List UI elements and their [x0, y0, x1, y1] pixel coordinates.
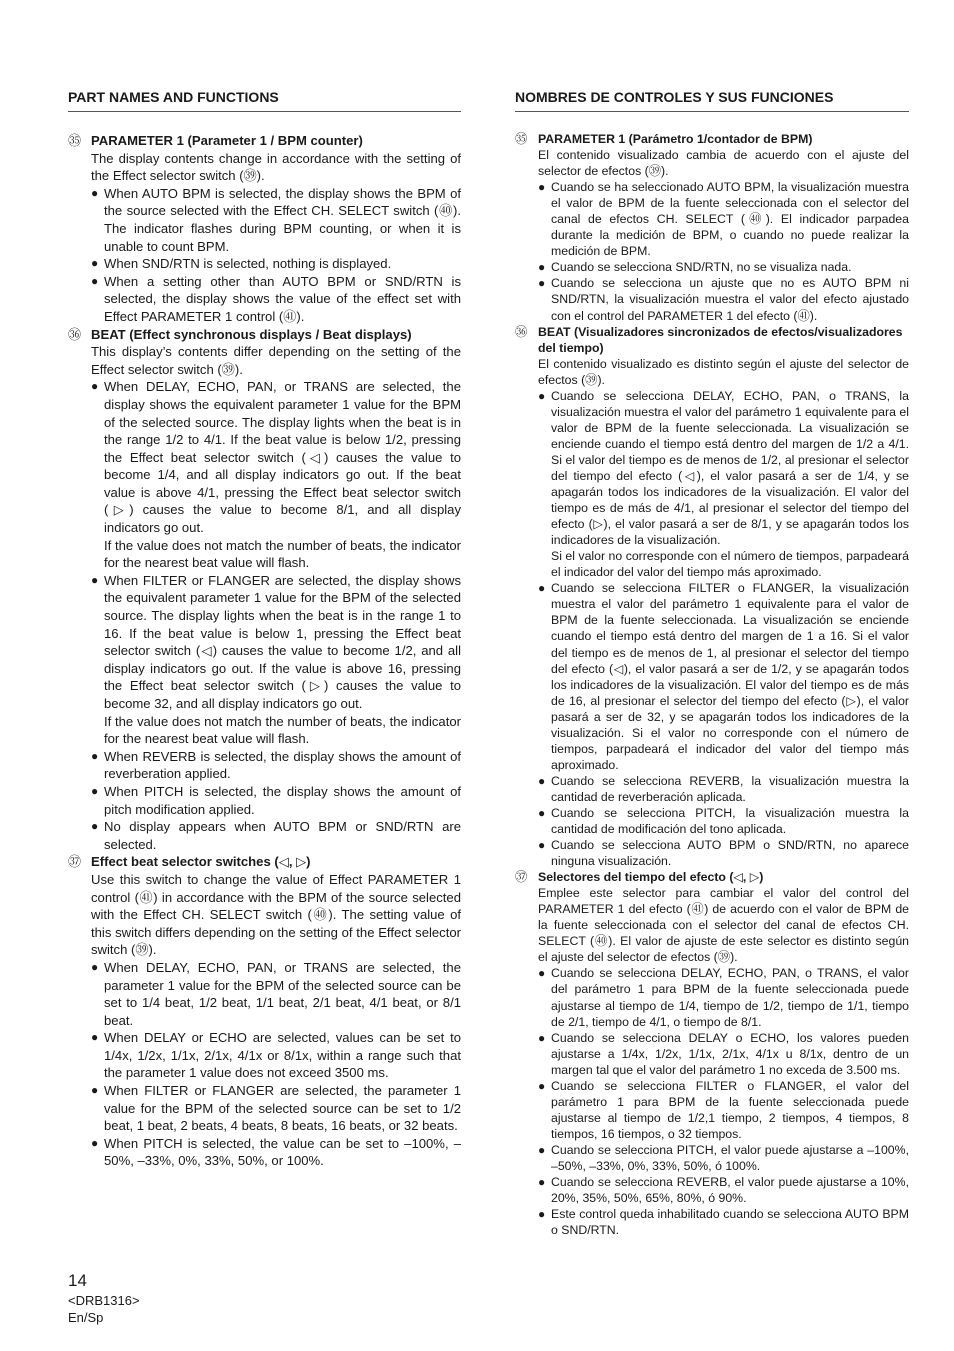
entry-title: BEAT (Visualizadores sincronizados de efectos/visualizadores del tiempo): [538, 324, 903, 355]
bullet-item: [91, 572, 461, 748]
bullet-text: Cuando se selecciona REVERB, la visualización muestra la cantidad de reverberación aplicada.: [551, 773, 909, 804]
bullet-icon: ●: [538, 260, 546, 275]
bullet-body: [104, 1082, 461, 1135]
bullet-icon: ●: [91, 185, 99, 200]
bullet-item: [91, 959, 461, 1029]
bullet-body: [104, 273, 461, 326]
entry: [515, 869, 909, 1238]
bullet-text: When DELAY or ECHO are selected, values can be set to 1/4x, 1/2x, 1/1x, 2/1x, 4/1x or 8/1x, within a range such that the parameter 1 value does not exceed 3500 ms.: [104, 1030, 461, 1081]
bullet-item: [538, 275, 909, 323]
bullet-icon: ●: [91, 819, 99, 834]
bullet-icon: ●: [91, 1083, 99, 1098]
bullet-body: [551, 805, 909, 837]
section-heading: NOMBRES DE CONTROLES Y SUS FUNCIONES: [515, 88, 909, 112]
page-number: 14: [68, 1271, 87, 1290]
bullet-list: [91, 378, 461, 853]
bullet-note: If the value does not match the number of beats, the indicator for the nearest beat value will flash.: [104, 537, 461, 571]
bullet-item: [91, 378, 461, 572]
english-column: [68, 88, 461, 1170]
entry-heading: [515, 324, 909, 356]
entry-number: ㉟: [515, 132, 528, 146]
bullet-note: If the value does not match the number of beats, the indicator for the nearest beat value will flash.: [104, 713, 461, 747]
entry: [68, 853, 461, 1170]
entries-list: [515, 131, 909, 1238]
bullet-item: [538, 773, 909, 805]
bullet-icon: ●: [538, 276, 546, 291]
bullet-item: [538, 179, 909, 259]
bullet-body: [551, 275, 909, 323]
entry-title: PARAMETER 1 (Parameter 1 / BPM counter): [91, 133, 363, 148]
bullet-text: When REVERB is selected, the display shows the amount of reverberation applied.: [104, 748, 461, 782]
bullet-body: [551, 1174, 909, 1206]
entry-number: ㊱: [68, 326, 82, 342]
entries-list: [68, 132, 461, 1170]
bullet-text: Cuando se selecciona FILTER o FLANGER, la visualización muestra el valor del parámetro 1 equivalente para el valor de BPM de la fuente seleccionada. La visualización se enciende cuando el tiempo está dentro del margen de 1 a 16. Si el valor del tiempo es de menos de 1, al presionar el selector del tiempo del efecto (◁), el valor pasará a ser de 1/2, y se apagarán todos los indicadores de la visualización. El valor del tiempo es de más de 16, al presionar el selector del tiempo del efecto (▷), el valor pasará a ser de 32, y se apagarán todos los indicadores de la visualización. Si el valor no corresponde con el número de tiempos, parpadeará el indicador del valor del tiempo más aproximado.: [551, 581, 909, 772]
bullet-text: When PITCH is selected, the display shows the amount of pitch modification applied.: [104, 783, 461, 817]
entry-number: ㊱: [515, 324, 528, 339]
bullet-body: [104, 783, 461, 818]
bullet-icon: ●: [91, 379, 99, 394]
bullet-body: [551, 1078, 909, 1142]
bullet-item: [538, 805, 909, 837]
entry-intro: El contenido visualizado cambia de acuerdo con el ajuste del selector de efectos (㊴).: [538, 148, 909, 179]
bullet-item: [538, 1078, 909, 1142]
spanish-column: [515, 88, 909, 1238]
bullet-icon: ●: [538, 1175, 546, 1190]
entry-title: Selectores del tiempo del efecto (◁, ▷): [538, 870, 764, 885]
bullet-item: [91, 748, 461, 783]
entry-intro: El contenido visualizado es distinto según el ajuste del selector de efectos (㊴).: [538, 356, 909, 387]
bullet-body: [104, 378, 461, 572]
bullet-text: When PITCH is selected, the value can be set to –100%, –50%, –33%, 0%, 33%, 50%, or 100%.: [104, 1135, 461, 1169]
bullet-text: Este control queda inhabilitado cuando se selecciona AUTO BPM o SND/RTN.: [551, 1207, 909, 1238]
bullet-icon: ●: [538, 180, 546, 195]
bullet-text: Cuando se selecciona PITCH, la visualización muestra la cantidad de modificación del tono aplicada.: [551, 805, 909, 837]
bullet-icon: ●: [91, 572, 99, 587]
bullet-icon: ●: [91, 959, 99, 974]
entry-number: ㉟: [68, 133, 82, 148]
bullet-text: Cuando se selecciona un ajuste que no es AUTO BPM ni SND/RTN, la visualización muestra el valor del efecto ajustado con el control del PARAMETER 1 del efecto (㊶).: [551, 276, 909, 323]
entry-heading: [515, 869, 909, 885]
bullet-icon: ●: [538, 1142, 546, 1157]
entry-intro: Use this switch to change the value of Effect PARAMETER 1 control (㊶) in accordance with the BPM of the source selected with the Effect CH. SELECT switch (㊵). The setting value of this switch differs depending on the setting of the Effect selector switch (㊴).: [91, 871, 461, 958]
bullet-icon: ●: [91, 783, 99, 798]
bullet-body: [551, 1030, 909, 1078]
bullet-icon: ●: [538, 1207, 546, 1222]
bullet-item: [538, 580, 909, 773]
bullet-body: [551, 259, 909, 275]
entry-heading: [68, 132, 461, 150]
bullet-body: [551, 1206, 909, 1238]
entry: [68, 326, 461, 854]
entry: [515, 131, 909, 324]
bullet-list: [538, 388, 909, 869]
bullet-text: When a setting other than AUTO BPM or SND/RTN is selected, the display shows the value of the effect set with Effect PARAMETER 1 control (㊶).: [104, 273, 461, 324]
bullet-body: [551, 388, 909, 581]
bullet-item: [91, 818, 461, 853]
bullet-text: Cuando se selecciona AUTO BPM o SND/RTN, no aparece ninguna visualización.: [551, 838, 909, 869]
bullet-text: When FILTER or FLANGER are selected, the parameter 1 value for the BPM of the selected source can be set to 1/2 beat, 1 beat, 2 beats, 4 beats, 8 beats, 16 beats, or 32 beats.: [104, 1083, 461, 1134]
bullet-body: [104, 1029, 461, 1082]
entry-title: PARAMETER 1 (Parámetro 1/contador de BPM): [538, 132, 813, 146]
bullet-icon: ●: [91, 748, 99, 763]
bullet-icon: ●: [538, 966, 546, 981]
bullet-text: Cuando se selecciona SND/RTN, no se visualiza nada.: [551, 260, 852, 275]
bullet-item: [538, 259, 909, 275]
bullet-icon: ●: [538, 838, 546, 853]
bullet-icon: ●: [91, 1030, 99, 1045]
language-code: En/Sp: [68, 1310, 104, 1325]
bullet-body: [104, 959, 461, 1029]
bullet-text: Cuando se selecciona DELAY, ECHO, PAN, o TRANS, la visualización muestra el valor del parámetro 1 equivalente para el valor de BPM de la fuente seleccionada. La visualización se enciende cuando el tiempo está dentro del margen de 1/2 a 4/1. Si el valor del tiempo es de menos de 1/2, al presionar el selector del tiempo del efecto (◁), el valor pasará a ser de 1/4, y se apagarán todos los indicadores de la visualización. El valor del tiempo es de más de 4/1, al presionar el selector del tiempo del efecto (▷), el valor pasará a ser de 8/1, y se apagarán todos los indicadores de la visualización.: [551, 388, 909, 548]
bullet-body: [551, 580, 909, 773]
bullet-list: [91, 185, 461, 326]
bullet-item: [538, 1206, 909, 1238]
entry-number: ㊲: [515, 870, 528, 885]
entry-heading: [68, 853, 461, 871]
bullet-body: [551, 773, 909, 805]
bullet-body: [104, 255, 461, 273]
entry-number: ㊲: [68, 854, 82, 870]
bullet-item: [91, 273, 461, 326]
bullet-text: Cuando se selecciona DELAY o ECHO, los valores pueden ajustarse a 1/4x, 1/2x, 1/1x, 2/1x, 4/1x u 8/1x, dentro de un margen tal que el valor del parámetro 1 no exceda de 3.500 ms.: [551, 1030, 909, 1077]
bullet-item: [538, 837, 909, 869]
entry-title: BEAT (Effect synchronous displays / Beat displays): [91, 326, 412, 342]
bullet-body: [551, 1142, 909, 1174]
bullet-body: [104, 748, 461, 783]
bullet-body: [551, 179, 909, 259]
bullet-item: [91, 1082, 461, 1135]
bullet-icon: ●: [538, 388, 546, 403]
bullet-item: [538, 388, 909, 581]
entry-heading: [68, 326, 461, 344]
bullet-text: When DELAY, ECHO, PAN, or TRANS are selected, the display shows the equivalent parameter 1 value for the BPM of the selected source. The display lights when the beat is in the range 1/2 to 4/1. If the beat value is below 1/2, pressing the Effect beat selector switch (◁) causes the value to become 1/4, and all display indicators go out. If the beat value is above 4/1, pressing the Effect beat selector switch (▷) causes the value to become 8/1, and all display indicators go out.: [104, 379, 461, 536]
bullet-item: [538, 1174, 909, 1206]
bullet-body: [104, 818, 461, 853]
bullet-item: [91, 185, 461, 255]
entry-intro: Emplee este selector para cambiar el valor del control del PARAMETER 1 del efecto (㊶) de acuerdo con el valor de BPM de la fuente seleccionada con el selector del canal de efectos CH. SELECT (㊵). El valor de ajuste de este selector es distinto según el ajuste del selector de efectos (㊴).: [538, 886, 909, 965]
bullet-text: When SND/RTN is selected, nothing is displayed.: [104, 256, 392, 272]
entry-heading: [515, 131, 909, 147]
page-footer: [68, 1270, 140, 1326]
bullet-item: [538, 965, 909, 1029]
bullet-text: When FILTER or FLANGER are selected, the display shows the equivalent parameter 1 value for the BPM of the selected source. The display lights when the beat is in the range 1 to 16. If the beat value is below 1, pressing the Effect beat selector switch (◁) causes the value to become 1/2, and all display indicators go out. If the value is above 16, pressing the Effect beat selector switch (▷) causes the value to become 32, and all display indicators go out.: [104, 572, 461, 711]
bullet-text: Cuando se selecciona FILTER o FLANGER, el valor del parámetro 1 para BPM de la fuente seleccionada puede ajustarse al tiempo de 1/2,1 tiempo, 2 tiempos, 4 tiempos, 8 tiempos, 16 tiempos, o 32 tiempos.: [551, 1078, 909, 1141]
bullet-note: Si el valor no corresponde con el número de tiempos, parpadeará el indicador del valor del tiempo más aproximado.: [551, 549, 909, 580]
document-code: <DRB1316>: [68, 1293, 140, 1308]
bullet-icon: ●: [91, 273, 99, 288]
entry: [515, 324, 909, 870]
bullet-list: [91, 959, 461, 1170]
bullet-text: Cuando se selecciona REVERB, el valor puede ajustarse a 10%, 20%, 35%, 50%, 65%, 80%, ó 90%.: [551, 1175, 909, 1206]
entry-title: Effect beat selector switches (◁, ▷): [91, 854, 311, 870]
bullet-body: [104, 1135, 461, 1170]
bullet-body: [551, 837, 909, 869]
bullet-item: [538, 1142, 909, 1174]
bullet-body: [104, 572, 461, 748]
bullet-text: Cuando se ha seleccionado AUTO BPM, la visualización muestra el valor de BPM de la fuente seleccionada con el selector del canal de efectos CH. SELECT (㊵). El indicador parpadea durante la medición de BPM, o cuando no puede realizar la medición de BPM.: [551, 180, 909, 259]
entry-intro: This display’s contents differ depending on the setting of the Effect selector switch (㊴).: [91, 344, 461, 377]
bullet-item: [91, 783, 461, 818]
bullet-text: No display appears when AUTO BPM or SND/RTN are selected.: [104, 819, 461, 852]
bullet-body: [104, 185, 461, 255]
bullet-item: [538, 1030, 909, 1078]
bullet-icon: ●: [538, 1030, 546, 1045]
bullet-list: [538, 965, 909, 1238]
bullet-item: [91, 1029, 461, 1082]
bullet-icon: ●: [91, 256, 99, 271]
bullet-icon: ●: [538, 1078, 546, 1093]
bullet-text: Cuando se selecciona PITCH, el valor puede ajustarse a –100%, –50%, –33%, 0%, 33%, 50%, ó 100%.: [551, 1142, 909, 1173]
bullet-icon: ●: [91, 1135, 99, 1150]
bullet-item: [91, 1135, 461, 1170]
bullet-item: [91, 255, 461, 273]
bullet-icon: ●: [538, 773, 546, 788]
section-heading: PART NAMES AND FUNCTIONS: [68, 88, 461, 112]
bullet-list: [538, 179, 909, 323]
bullet-text: When DELAY, ECHO, PAN, or TRANS are selected, the parameter 1 value for the BPM of the selected source can be set to 1/4 beat, 1/2 beat, 1/1 beat, 2/1 beat, 4/1 beat, or 8/1 beat.: [104, 959, 461, 1028]
entry: [68, 132, 461, 326]
entry-intro: The display contents change in accordance with the setting of the Effect selector switch (㊴).: [91, 150, 461, 184]
bullet-icon: ●: [538, 581, 546, 596]
bullet-body: [551, 965, 909, 1029]
bullet-text: When AUTO BPM is selected, the display shows the BPM of the source selected with the Effect CH. SELECT switch (㊵). The indicator flashes during BPM counting, or when it is unable to count BPM.: [104, 185, 461, 254]
bullet-icon: ●: [538, 805, 546, 820]
bullet-text: Cuando se selecciona DELAY, ECHO, PAN, o TRANS, el valor del parámetro 1 para BPM de la fuente seleccionada puede ajustarse al tiempo de 1/4, tiempo de 1/2, tiempo de 1/1, tiempo de 2/1, tiempo de 4/1, o tiempo de 8/1.: [551, 966, 909, 1029]
